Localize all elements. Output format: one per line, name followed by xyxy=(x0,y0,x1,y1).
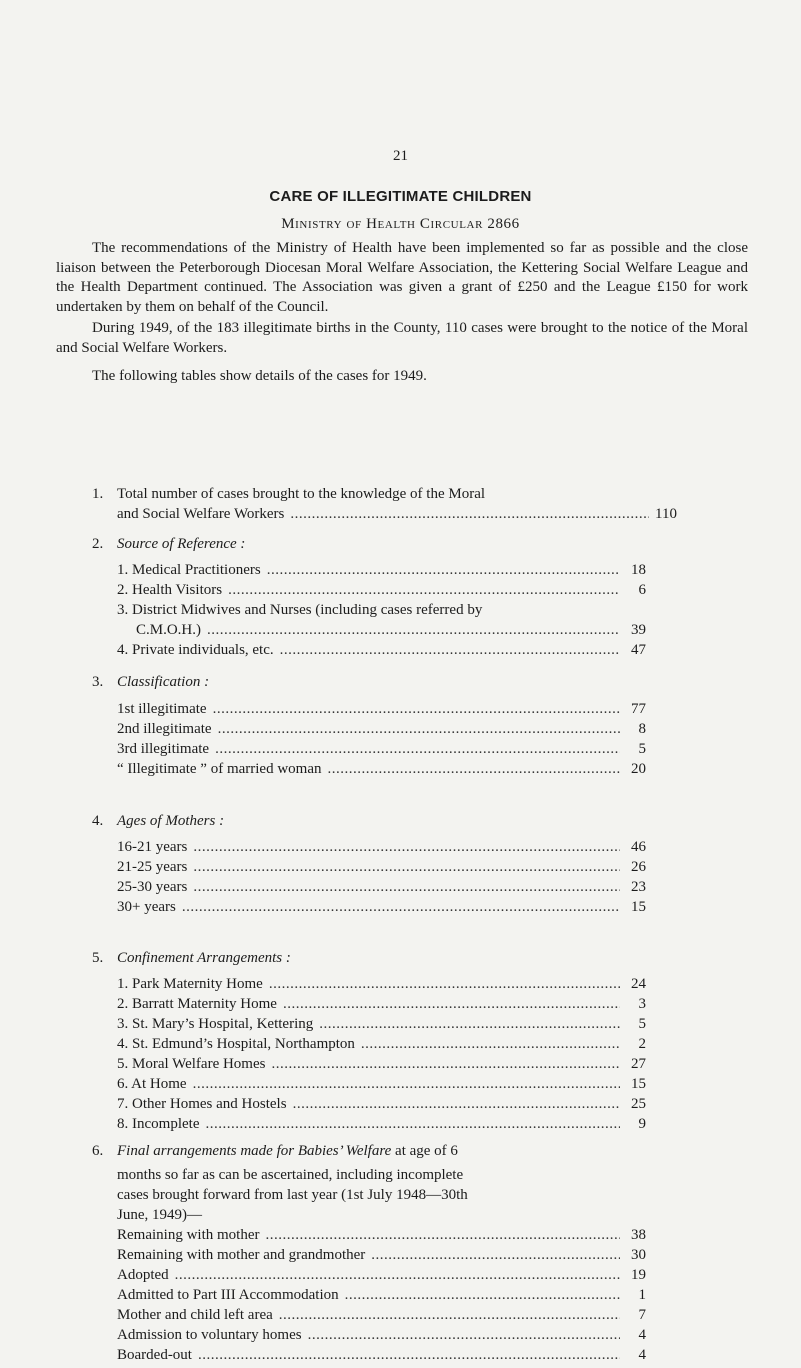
list-item: 16-21 years ..... 46 xyxy=(117,839,646,859)
section-number: 1. xyxy=(92,486,104,502)
list-item: C.M.O.H.) ..... 39 xyxy=(136,622,646,642)
list-item: Adopted ..... 19 xyxy=(117,1267,646,1287)
section-heading: Classification : xyxy=(117,674,210,690)
list-item: 25-30 years ..... 23 xyxy=(117,879,646,899)
list-item: 1st illegitimate ..... 77 xyxy=(117,701,646,721)
list-item: “ Illegitimate ” of married woman ..... 20 xyxy=(117,761,646,781)
list-item: 5. Moral Welfare Homes ..... 27 xyxy=(117,1056,646,1076)
list-item: 4. St. Edmund’s Hospital, Northampton ..... 2 xyxy=(117,1036,646,1056)
list-item: 6. At Home ..... 15 xyxy=(117,1076,646,1096)
list-item: 30+ years ..... 15 xyxy=(117,899,646,919)
section-heading: Confinement Arrangements : xyxy=(117,950,291,966)
list-item: 1. Park Maternity Home ..... 24 xyxy=(117,976,646,996)
section-text: cases brought forward from last year (1st July 1948—30th xyxy=(117,1187,468,1203)
list-item: 1. Medical Practitioners ..... 18 xyxy=(117,562,646,582)
section-text: Total number of cases brought to the knowledge of the Moral xyxy=(117,486,486,502)
list-item: 7. Other Homes and Hostels ..... 25 xyxy=(117,1096,646,1116)
list-item: 2. Barratt Maternity Home ..... 3 xyxy=(117,996,646,1016)
page-subtitle: Ministry of Health Circular 2866 xyxy=(281,216,520,232)
paragraph-1-text: The recommendations of the Ministry of Health have been implemented so far as possible and the close liaison between the Peterborough Diocesan Moral Welfare Association, the Kettering Social Welfare League and the Health Department continued. The Association was given a grant of £250 and the League £150 for work undertaken by them on behalf of the Council. xyxy=(56,240,748,315)
paragraph-3: The following tables show details of the cases for 1949. xyxy=(92,368,427,384)
list-item: 3. District Midwives and Nurses (including cases referred by xyxy=(117,602,483,618)
list-item: 8. Incomplete ..... 9 xyxy=(117,1116,646,1136)
list-item: Admission to voluntary homes ..... 4 xyxy=(117,1327,646,1347)
document-page: 21 CARE OF ILLEGITIMATE CHILDREN Ministry of Health Circular 2866 The recommendations of the Ministry of Health have been implemented so far as possible and the close liaison between the Peterborough Diocesan Moral Welfare Association, the Kettering Social Welfare League and the Health Department continued. The Association was given a grant of £250 and the League £150 for work undertaken by them on behalf of the Council. During 1949, of the 183 illegitimate births in the County, 110 cases were brought to the notice of the Moral and Social Welfare Workers. The following tables show details of the cases for 1949. 1. Total number of cases brought to the knowledge of the Moral and Social Welfare Workers ..... 110 2. Source of Reference : 1. Medical Practitioners ..... 18 2. Health Visitors ..... 6 3. District Midwives and Nurses (including cases referred by C.M.O.H.) ..... 39 4. Private individuals, etc. ..... 47 3. Classification : 1st illegitimate ..... 77 2nd illegitimate ..... 8 3rd illegitimate ..... 5 “ Illegitimate ” of married woman ..... 20 4. Ages of Mothers : 16-21 years ..... 46 21-25 years ..... 26 25-30 years ..... 23 30+ years ..... 15 5. Confinement Arrangements : 1. Park Maternity Home ..... 24 2. Barratt Maternity Home ..... 3 3. St. Mary’s Hospital, Kettering ..... 5 4. St. Edmund’s Hospital, Northampton ..... 2 5. Moral Welfare Homes ..... 27 6. At Home ..... 15 7. Other Homes and Hostels ..... 25 8. Incomplete ..... 9 6. Final arrangements made for Babies’ Welfare at age of 6 months so far as can be ascertained, including incomplete cases brought forward from last year (1st July 1948—30th June, 1949)— Remaining with mother ..... 38 Remaining with mother and grandmother ..... 30 Adopted ..... 19 Admitted to Part III Accommodation ..... 1 Mother and child left area ..... 7 Admission to voluntary homes ..... 4 Boarded-out ..... 4 xyxy=(0,0,801,1368)
section-text: months so far as can be ascertained, including incomplete xyxy=(117,1167,464,1183)
list-item: and Social Welfare Workers ..... 110 xyxy=(117,506,677,526)
paragraph-1 xyxy=(56,239,748,317)
list-item: 21-25 years ..... 26 xyxy=(117,859,646,879)
list-item: 2. Health Visitors ..... 6 xyxy=(117,582,646,602)
page-title: CARE OF ILLEGITIMATE CHILDREN xyxy=(269,188,532,205)
paragraph-2-text: During 1949, of the 183 illegitimate births in the County, 110 cases were brought to the notice of the Moral and Social Welfare Workers. xyxy=(56,320,748,356)
list-item: 3. St. Mary’s Hospital, Kettering ..... 5 xyxy=(117,1016,646,1036)
list-item: 3rd illegitimate ..... 5 xyxy=(117,741,646,761)
list-item: Remaining with mother and grandmother ..... 30 xyxy=(117,1247,646,1267)
list-item: Admitted to Part III Accommodation ..... 1 xyxy=(117,1287,646,1307)
list-item: 2nd illegitimate ..... 8 xyxy=(117,721,646,741)
list-item: 4. Private individuals, etc. ..... 47 xyxy=(117,642,646,662)
section-text: June, 1949)— xyxy=(117,1207,202,1223)
section-heading: Ages of Mothers : xyxy=(117,813,225,829)
page-number: 21 xyxy=(393,148,408,164)
paragraph-2 xyxy=(56,319,748,358)
list-item: Remaining with mother ..... 38 xyxy=(117,1227,646,1247)
list-item: Mother and child left area ..... 7 xyxy=(117,1307,646,1327)
list-item: Boarded-out ..... 4 xyxy=(117,1347,646,1367)
section-heading: Final arrangements made for Babies’ Welfare xyxy=(117,1143,392,1159)
section-heading: Source of Reference : xyxy=(117,536,246,552)
